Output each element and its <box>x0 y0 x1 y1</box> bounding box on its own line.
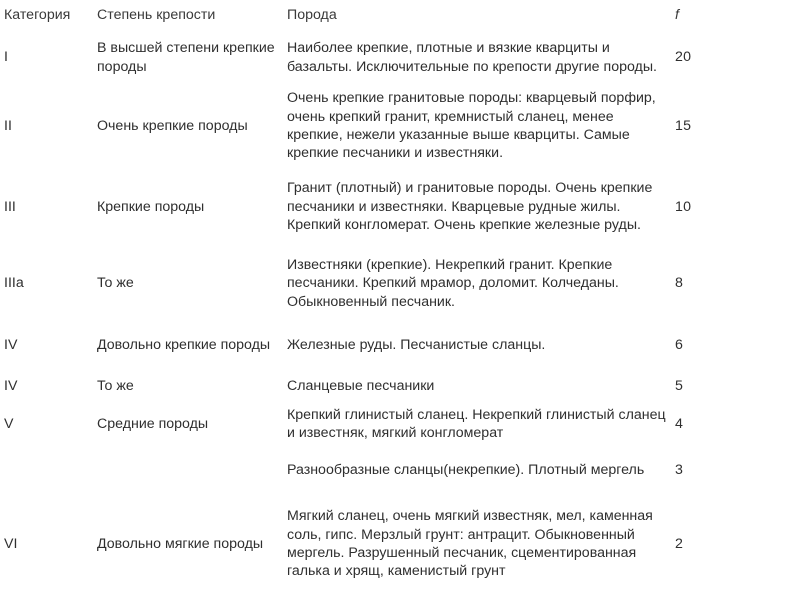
cell-category: VI <box>4 535 18 552</box>
cell-f: 10 <box>675 198 692 215</box>
cell-f: 2 <box>675 535 684 552</box>
cell-degree: То же <box>97 377 134 394</box>
table-row <box>0 247 800 320</box>
cell-degree: То же <box>97 275 134 292</box>
cell-f: 4 <box>675 415 684 432</box>
cell-rock: Крепкий глинистый сланец. Некрепкий глинистый сланец и известняк, мягкий конгломерат <box>287 406 666 441</box>
table-row <box>0 494 800 594</box>
cell-degree <box>90 446 286 494</box>
cell-category: II <box>4 117 12 134</box>
table-header-row <box>0 0 800 30</box>
table-row <box>0 85 800 167</box>
table-row <box>0 370 800 402</box>
table-row <box>0 30 800 85</box>
cell-rock: Наиболее крепкие, плотные и вязкие кварциты и базальты. Исключительные по крепости другие породы. <box>287 40 657 75</box>
cell-rock: Очень крепкие гранитовые породы: кварцевый порфир, очень крепкий гранит, кремнистый сланец, менее крепкие, нежели указанные выше кварциты. Самые крепкие песчаники и известняки. <box>287 90 656 162</box>
cell-degree: Очень крепкие породы <box>97 117 248 134</box>
cell-degree: В высшей степени крепкие породы <box>97 40 275 75</box>
cell-rock: Известняки (крепкие). Некрепкий гранит. Крепкие песчаники. Крепкий мрамор, доломит. Колчеданы. Обыкновенный песчаник. <box>287 256 619 310</box>
header-degree: Степень крепости <box>97 6 216 23</box>
table-row <box>0 446 800 494</box>
table-row <box>0 167 800 247</box>
cell-category: V <box>4 415 14 432</box>
cell-f: 6 <box>675 336 684 353</box>
cell-f: 5 <box>675 377 684 394</box>
table-row <box>0 402 800 446</box>
cell-category: IV <box>4 377 18 394</box>
cell-degree: Крепкие породы <box>97 198 205 215</box>
cell-category: IV <box>4 336 18 353</box>
cell-rock: Железные руды. Песчанистые сланцы. <box>287 336 546 353</box>
cell-f: 3 <box>675 461 684 478</box>
cell-degree: Средние породы <box>97 415 209 432</box>
cell-category: III <box>4 198 16 215</box>
cell-f: 15 <box>675 117 692 134</box>
header-rock: Порода <box>287 6 337 23</box>
table-row <box>0 320 800 370</box>
cell-rock: Разнообразные сланцы(некрепкие). Плотный мергель <box>287 461 645 478</box>
cell-f: 8 <box>675 275 684 292</box>
cell-category <box>0 446 90 494</box>
cell-rock: Мягкий сланец, очень мягкий известняк, мел, каменная соль, гипс. Мерзлый грунт: антрацит. Обыкновенный мергель. Разрушенный песчаник, сцементированная галька и хрящ, каменистый грунт <box>287 508 653 580</box>
cell-category: IIIa <box>4 275 24 292</box>
header-category: Категория <box>4 6 71 23</box>
cell-rock: Гранит (плотный) и гранитовые породы. Очень крепкие песчаники и известняки. Кварцевые рудные жилы. Крепкий конгломерат. Очень крепкие железные руды. <box>287 180 653 234</box>
header-f: f <box>675 6 679 23</box>
cell-degree: Довольно крепкие породы <box>97 336 271 353</box>
cell-f: 20 <box>675 49 692 66</box>
cell-category: I <box>4 49 8 66</box>
cell-rock: Сланцевые песчаники <box>287 377 435 394</box>
cell-degree: Довольно мягкие породы <box>97 535 264 552</box>
